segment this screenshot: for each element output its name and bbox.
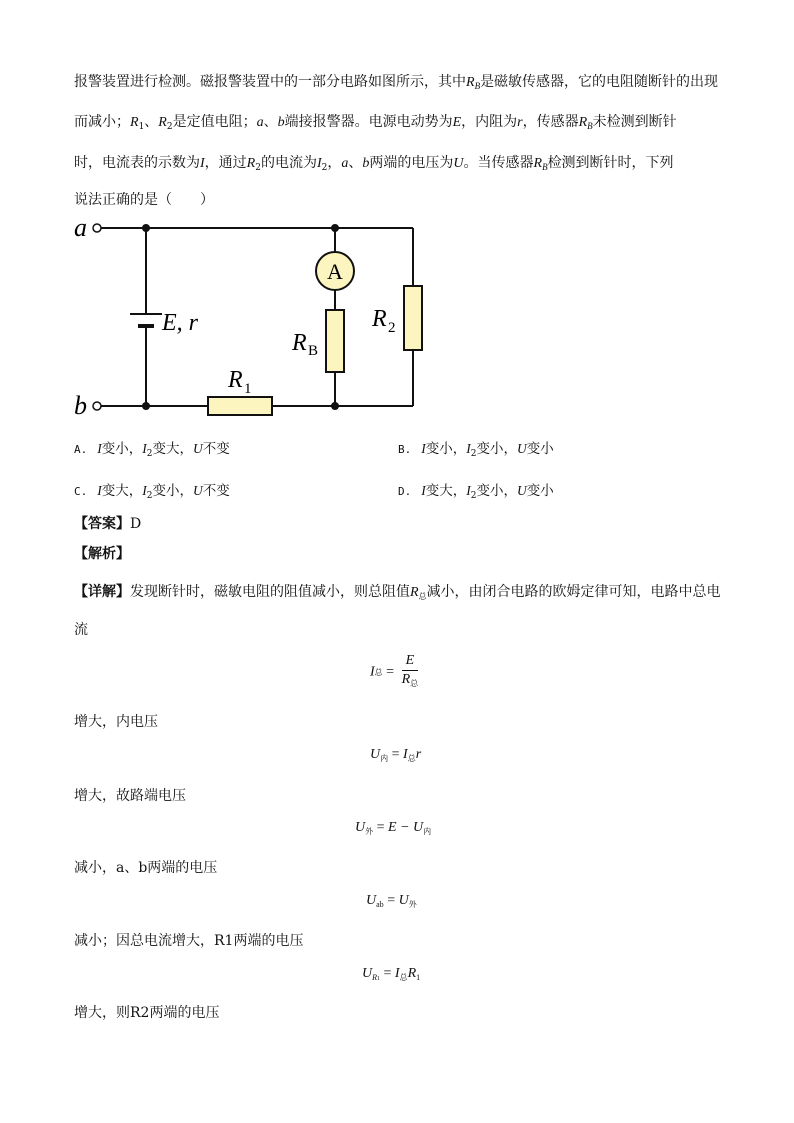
formula-terminal-voltage: $U_外 = E - U_内$ bbox=[355, 820, 432, 836]
label-r1: R bbox=[228, 367, 243, 393]
option-d[interactable]: D. I变大，$I_2$变小，U变小 bbox=[398, 483, 554, 501]
resistor-r2 bbox=[404, 286, 422, 350]
step-2: 增大，故路端电压 bbox=[74, 788, 186, 804]
resistor-rb bbox=[326, 310, 344, 372]
question-line-3: 时，电流表的示数为I，通过$R_2$的电流为$I_2$，a、b两端的电压为U。当传感器$R_B$检测到断针时，下列 bbox=[74, 155, 674, 173]
option-c[interactable]: C. I变大，$I_2$变小，U不变 bbox=[74, 483, 230, 501]
junction-dot bbox=[142, 402, 150, 410]
option-b[interactable]: B. I变小，$I_2$变小，U变小 bbox=[398, 441, 554, 459]
formula-ab-voltage: $U_{ab} = U_外$ bbox=[366, 893, 417, 909]
formula-r1-voltage: $U_{R1} = I_总R_1$ bbox=[362, 966, 421, 982]
terminal-b bbox=[93, 402, 101, 410]
question-line-2: 而减小；$R_1$、$R_2$是定值电阻；a、b端接报警器。电源电动势为E，内阻为r，传感器$R_B$未检测到断针 bbox=[74, 114, 677, 132]
option-a[interactable]: A. I变小，$I_2$变大，U不变 bbox=[74, 441, 230, 459]
label-b: b bbox=[74, 391, 87, 420]
terminal-a bbox=[93, 224, 101, 232]
step-5: 增大，则R2两端的电压 bbox=[74, 1005, 220, 1021]
label-rb: R bbox=[292, 330, 307, 356]
question-line-1: 报警装置进行检测。磁报警装置中的一部分电路如图所示，其中$R_B$是磁敏传感器，它的电阻随断针的出现 bbox=[74, 74, 719, 91]
detail-line-1: 【详解】发现断针时，磁敏电阻的阻值减小，则总阻值$R_总$减小，由闭合电路的欧姆定律可知，电路中总电 bbox=[74, 584, 721, 601]
circuit-diagram bbox=[70, 212, 430, 424]
answer-label: 【答案】 bbox=[74, 516, 130, 532]
question-line-4: 说法正确的是（ ） bbox=[74, 192, 214, 208]
junction-dot bbox=[142, 224, 150, 232]
answer-value: D bbox=[130, 516, 142, 532]
label-r2: R bbox=[372, 306, 387, 332]
label-source: E, r bbox=[162, 310, 198, 336]
step-1: 增大，内电压 bbox=[74, 714, 158, 730]
junction-dot bbox=[331, 224, 339, 232]
label-rb-sub: B bbox=[308, 343, 319, 359]
ammeter-label: A bbox=[327, 259, 343, 284]
formula-internal-voltage: $U_内 = I_总r$ bbox=[370, 747, 422, 763]
formula-total-current: I总 = $\frac{E}{R_总}$ bbox=[370, 653, 419, 688]
answer-line bbox=[74, 514, 734, 534]
resistor-r1 bbox=[208, 397, 272, 415]
detail-line-2: 流 bbox=[74, 622, 88, 638]
label-r1-sub: 1 bbox=[244, 381, 252, 397]
step-4: 减小；因总电流增大，R1两端的电压 bbox=[74, 933, 304, 949]
step-3: 减小，a、b两端的电压 bbox=[74, 860, 218, 876]
analysis-label: 【解析】 bbox=[74, 546, 130, 562]
label-a: a bbox=[74, 213, 87, 242]
junction-dot bbox=[331, 402, 339, 410]
label-r2-sub: 2 bbox=[388, 320, 396, 336]
